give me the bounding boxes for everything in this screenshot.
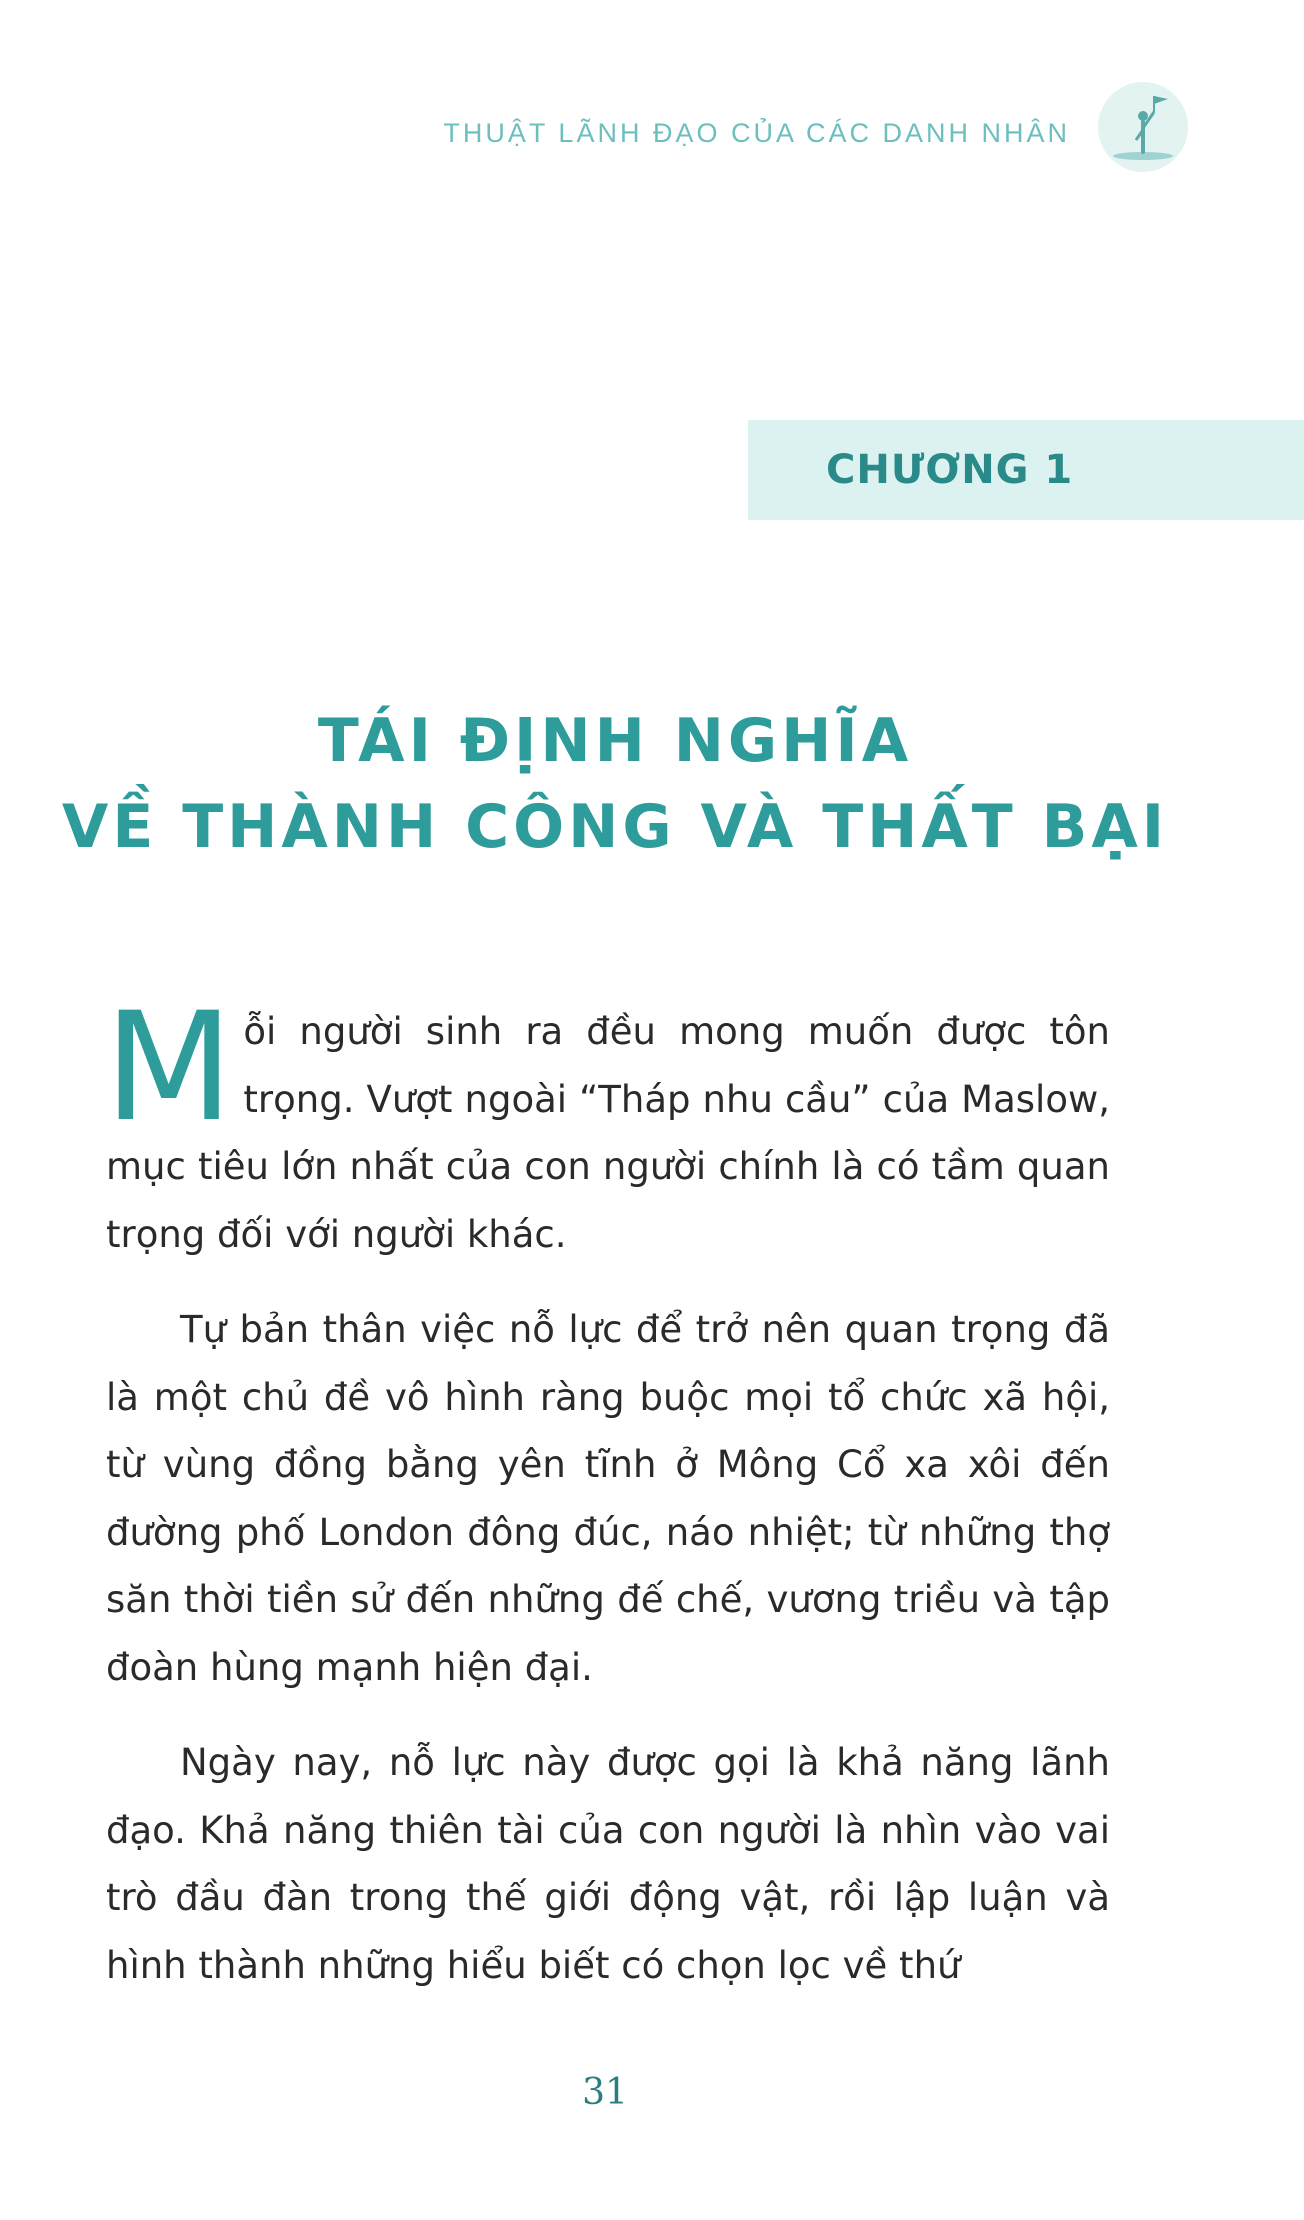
paragraph-2: Tự bản thân việc nỗ lực để trở nên quan trọng đã là một chủ đề vô hình ràng buộc mọi tổ chức xã hội, từ vùng đồng bằng yên tĩnh ở Mông Cổ xa xôi đến đường phố London đông đúc, náo nhiệt; từ những thợ săn thời tiền sử đến những đế chế, vương triều và tập đoàn hùng mạnh hiện đại. xyxy=(106,1308,1110,1689)
chapter-banner xyxy=(748,420,1304,520)
running-header: THUẬT LÃNH ĐẠO CỦA CÁC DANH NHÂN xyxy=(443,118,1070,148)
drop-cap: M xyxy=(104,981,234,1155)
chapter-label: CHƯƠNG 1 xyxy=(826,447,1074,493)
chapter-title-line-2: VỀ THÀNH CÔNG VÀ THẤT BẠI xyxy=(61,792,1169,862)
paragraph-3: Ngày nay, nỗ lực này được gọi là khả năng lãnh đạo. Khả năng thiên tài của con người là nhìn vào vai trò đầu đàn trong thế giới động vật, rồi lập luận và hình thành những hiểu biết có chọn lọc về thứ xyxy=(106,1741,1110,1987)
paragraph-1-text: ỗi người sinh ra đều mong muốn được tôn trọng. Vượt ngoài “Tháp nhu cầu” của Maslow, mục tiêu lớn nhất của con người chính là có tầm quan trọng đối với người khác. xyxy=(106,1010,1110,1256)
figure-with-flag-icon xyxy=(1098,82,1188,172)
page-number: 31 xyxy=(582,2072,628,2113)
chapter-title xyxy=(60,698,1170,870)
body-text xyxy=(104,981,1110,2027)
paragraph-1 xyxy=(104,981,1110,1268)
chapter-title-line-1: TÁI ĐỊNH NGHĨA xyxy=(317,706,913,776)
